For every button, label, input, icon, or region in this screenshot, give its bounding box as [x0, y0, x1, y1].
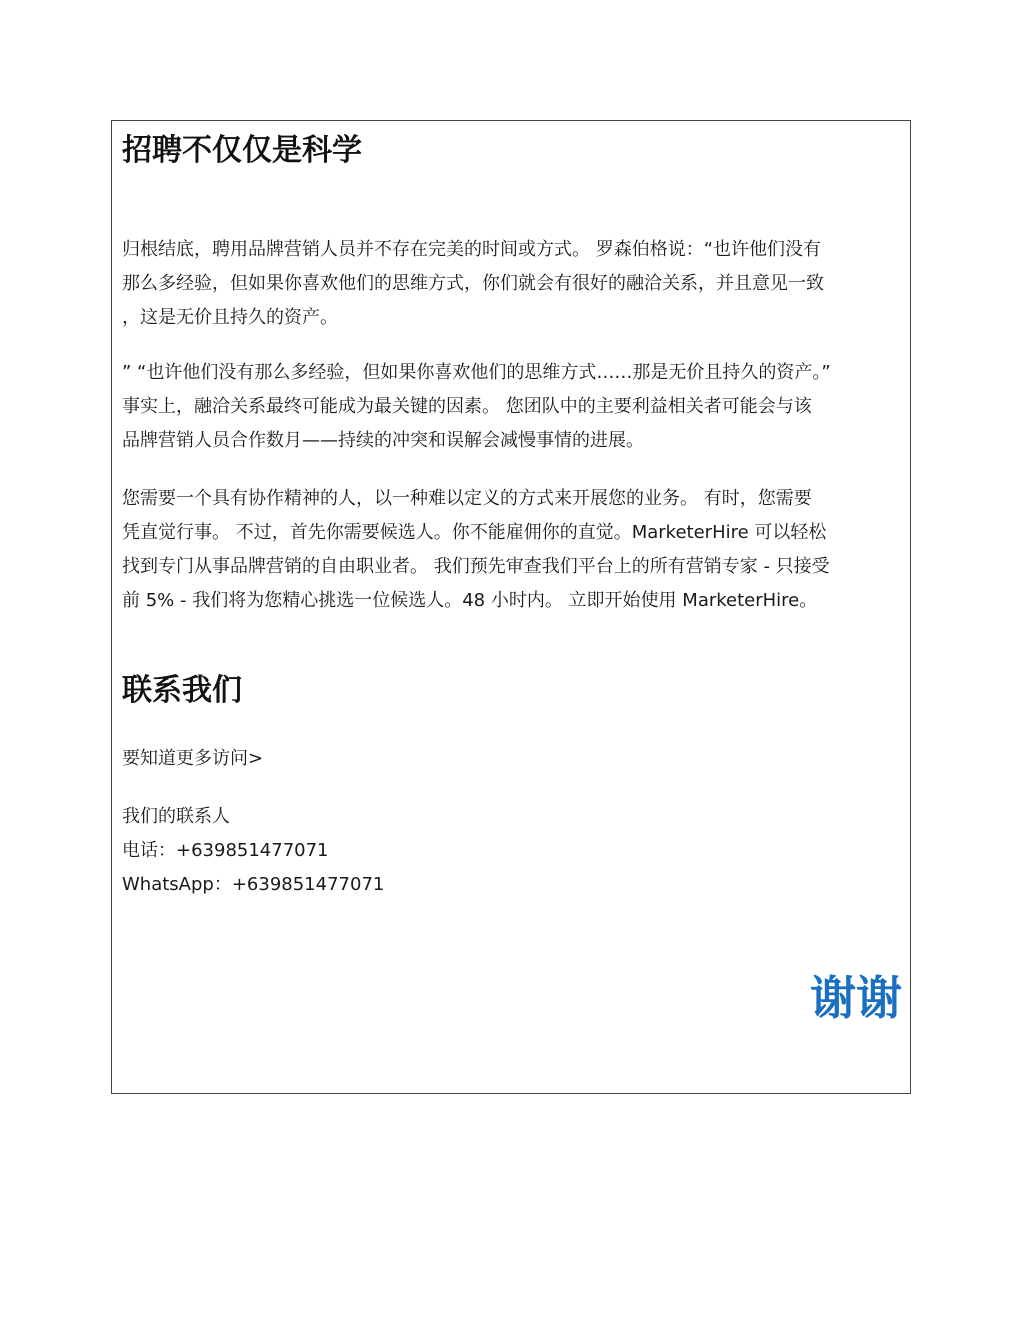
paragraph-line: ” “也许他们没有那么多经验，但如果你喜欢他们的思维方式……那是无价且持久的资产。”: [122, 362, 831, 383]
document-frame: [111, 120, 911, 1094]
paragraph-intro: [122, 233, 902, 335]
paragraph-marketerhire: [122, 482, 902, 618]
paragraph-line: 找到专门从事品牌营销的自由职业者。 我们预先审查我们平台上的所有营销专家 - 只接受: [122, 556, 830, 577]
contact-heading: 我们的联系人: [122, 806, 230, 827]
paragraph-line: 归根结底，聘用品牌营销人员并不存在完美的时间或方式。 罗森伯格说：“也许他们没有: [122, 239, 822, 260]
paragraph-rapport: [122, 356, 902, 458]
thanks-heading: 谢谢: [810, 971, 902, 1025]
whatsapp-number: WhatsApp：+639851477071: [122, 874, 385, 895]
paragraph-line: ，这是无价且持久的资产。: [122, 307, 338, 328]
paragraph-line: 前 5% - 我们将为您精心挑选一位候选人。48 小时内。 立即开始使用 MarketerHire。: [122, 590, 818, 611]
phone-number: 电话：+639851477071: [122, 840, 329, 861]
visit-more-link[interactable]: 要知道更多访问>: [122, 748, 264, 769]
paragraph-line: 事实上，融洽关系最终可能成为最关键的因素。 您团队中的主要利益相关者可能会与该: [122, 396, 812, 417]
section-title-contact: 联系我们: [122, 673, 242, 708]
contact-block: [122, 800, 384, 902]
paragraph-line: 品牌营销人员合作数月——持续的冲突和误解会减慢事情的进展。: [122, 430, 644, 451]
paragraph-line: 凭直觉行事。 不过，首先你需要候选人。你不能雇佣你的直觉。MarketerHire 可以轻松: [122, 522, 827, 543]
paragraph-line: 那么多经验，但如果你喜欢他们的思维方式，你们就会有很好的融洽关系，并且意见一致: [122, 273, 824, 294]
paragraph-line: 您需要一个具有协作精神的人，以一种难以定义的方式来开展您的业务。 有时，您需要: [122, 488, 812, 509]
section-title-recruiting: 招聘不仅仅是科学: [122, 133, 362, 168]
